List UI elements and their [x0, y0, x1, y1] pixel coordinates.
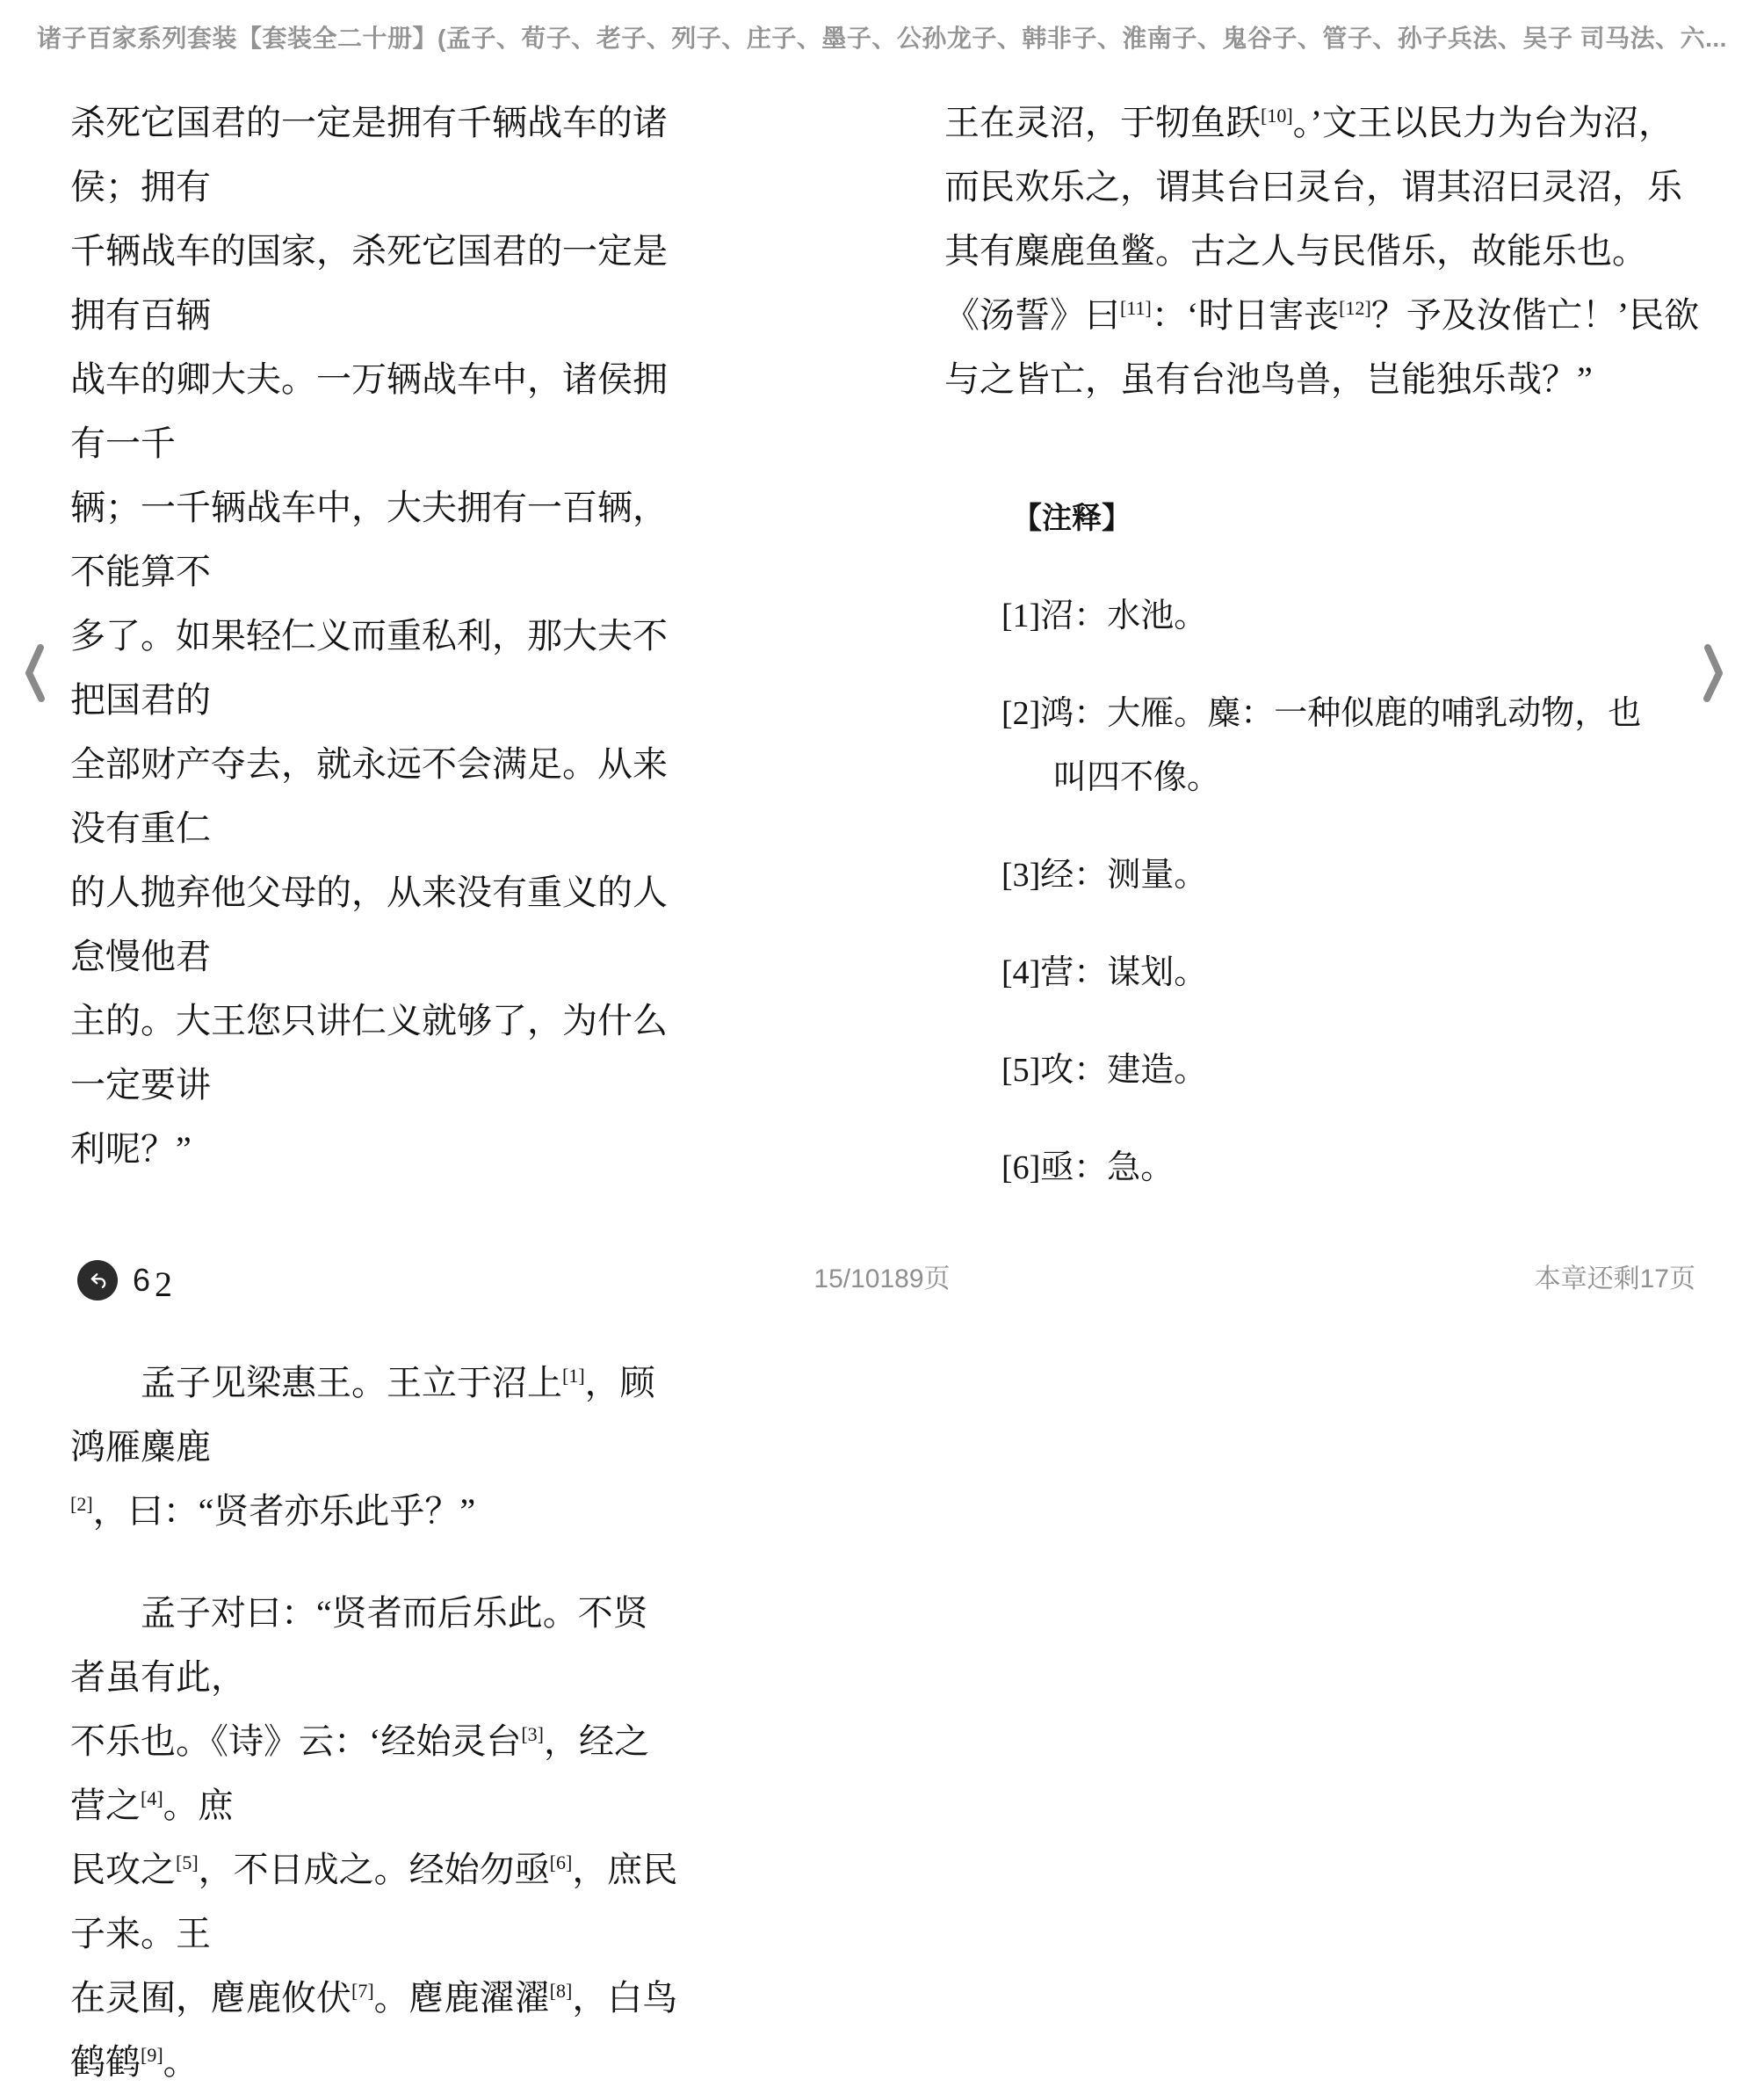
paragraph: 王在灵沼，于牣鱼跃[10]。’文王以民力为台为沼， 而民欢乐之，谓其台曰灵台，谓其沼曰灵沼，乐 其有麋鹿鱼鳖。古之人与民偕乐，故能乐也。 《汤誓》曰[11]：‘时日害丧[12]？予及汝偕亡！’民欲 与之皆亡，虽有台池鸟兽，岂能独乐哉？” — [944, 103, 1700, 399]
previous-page-button[interactable] — [19, 641, 49, 706]
paragraph: 孟子见梁惠王。王立于沼上[1]，顾鸿雁麋鹿 [2]，曰：“贤者亦乐此乎？” — [70, 1363, 655, 1531]
text-column-right — [944, 91, 1724, 1200]
book-title: 诸子百家系列套装【套装全二十册】(孟子、荀子、老子、列子、庄子、墨子、公孙龙子、韩非子、淮南子、鬼谷子、管子、孙子兵法、吴子 司马法、六... — [37, 25, 1727, 52]
annotation-item: [4]营：谋划。 — [1001, 954, 1208, 991]
annotation-item: [3]经：测量。 — [1001, 857, 1208, 894]
chevron-right-icon — [1699, 694, 1729, 709]
chevron-left-icon — [19, 694, 49, 709]
jump-back-page-label: 6 — [133, 1262, 151, 1298]
paragraph: 杀死它国君的一定是拥有千辆战车的诸侯；拥有 千辆战车的国家，杀死它国君的一定是拥有百辆 战车的卿大夫。一万辆战车中，诸侯拥有一千 辆；一千辆战车中，大夫拥有一百辆，不能算不 多了。如果轻仁义而重私利，那大夫不把国君的 全部财产夺去，就永远不会满足。从来没有重仁 的人抛弃他父母的，从来没有重义的人怠慢他君 主的。大王您只讲仁义就够了，为什么一定要讲 利呢？” — [70, 103, 668, 1169]
annotation-item: [2]鸿：大雁。麋：一种似鹿的哺乳动物，也 叫四不像。 — [1001, 695, 1642, 796]
annotations-list — [1001, 584, 1724, 1200]
annotation-item: [6]亟：急。 — [1001, 1149, 1175, 1186]
next-page-button[interactable] — [1699, 641, 1729, 706]
paragraph: 孟子对曰：“贤者而后乐此。不贤者虽有此， 不乐也。《诗》云：‘经始灵台[3]，经之营之[4]。庶 民攻之[5]，不日成之。经始勿亟[6]，庶民子来。王 在灵囿，麀鹿攸伏[7]。麀鹿濯濯[8]，白鸟鹤鹤[9]。 — [70, 1593, 678, 2082]
text-column-left — [70, 91, 681, 2094]
annotation-item: [1]沼：水池。 — [1001, 598, 1208, 634]
chapter-remaining-indicator: 本章还剩17页 — [1534, 1264, 1695, 1293]
annotations-heading: 【注释】 — [1012, 503, 1131, 535]
page-position-indicator: 15/10189页 — [813, 1264, 951, 1293]
section-number: 2 — [155, 1264, 172, 1304]
annotation-item: [5]攻：建造。 — [1001, 1052, 1208, 1089]
